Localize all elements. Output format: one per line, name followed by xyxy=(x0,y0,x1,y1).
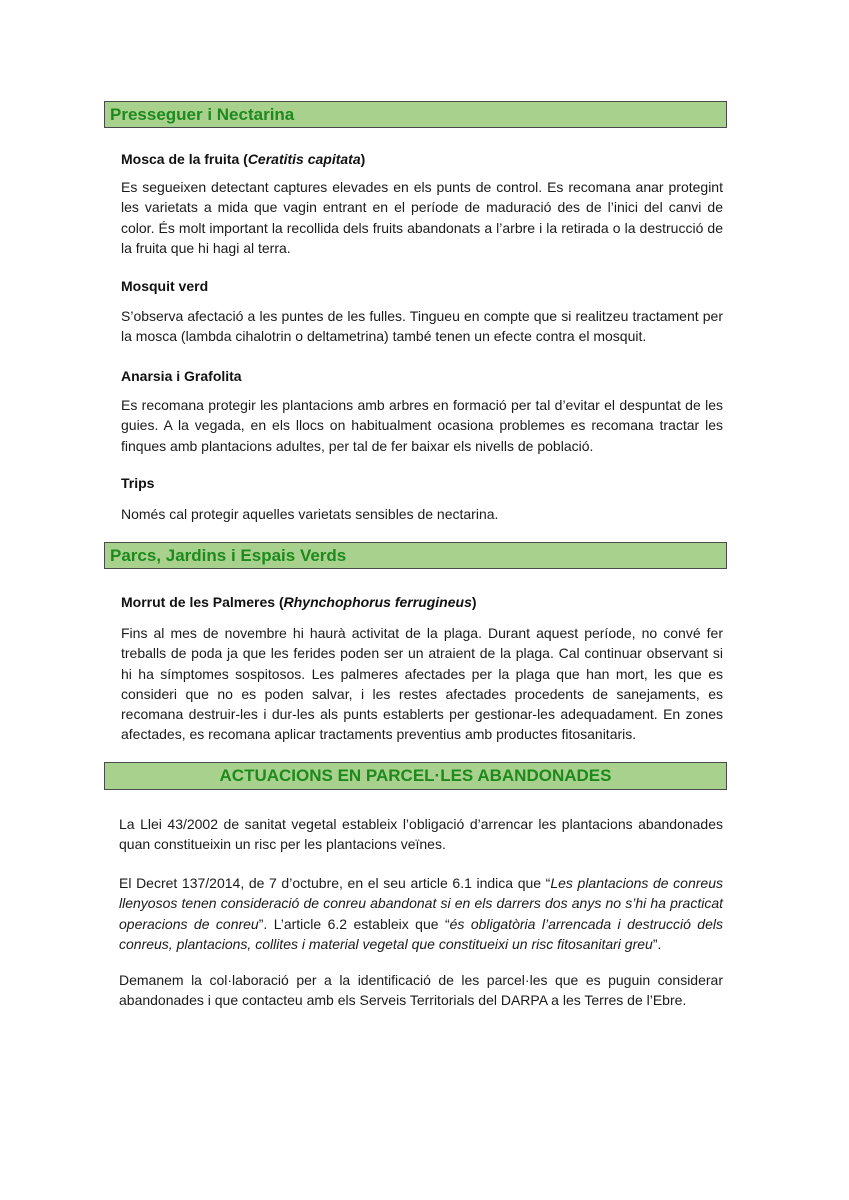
paragraph-mosquit-verd: S’observa afectació a les puntes de les fulles. Tingueu en compte que si realitzeu tractament per la mosca (lambda cihalotrin o deltametrina) també tenen un efecte contra el mosquit. xyxy=(121,308,723,345)
paragraph-morrut-palmeres: Fins al mes de novembre hi haurà activitat de la plaga. Durant aquest període, no convé fer treballs de poda ja que les ferides poden ser un atraient de la plaga. Cal continuar observant si hi ha símptomes sospitosos. Les palmeres afectades per la plaga que han mort, les que es consideri que no es poden salvar, i les restes afectades procedents de sanejaments, es recomana destruir-les i dur-les als punts establerts per gestionar-les adequadament. En zones afectades, es recomana aplicar tractaments preventius amb productes fitosanitaris. xyxy=(121,625,723,743)
subheading-text: Morrut de les Palmeres ( xyxy=(121,594,284,610)
decret-text-3: ”. xyxy=(652,935,662,952)
section-title: Parcs, Jardins i Espais Verds xyxy=(110,545,347,565)
decret-text-1: El Decret 137/2014, de 7 d’octubre, en el seu article 6.1 indica que “ xyxy=(119,875,551,891)
subheading-morrut-palmeres xyxy=(121,592,726,612)
section-title: ACTUACIONS EN PARCEL·LES ABANDONADES xyxy=(219,766,612,785)
subheading-scientific-name: Rhynchophorus ferrugineus xyxy=(283,594,472,610)
subheading-scientific-name: Ceratitis capitata xyxy=(247,151,361,167)
subheading-mosca-fruita xyxy=(121,149,726,169)
paragraph-mosca-fruita: Es segueixen detectant captures elevades en els punts de control. Es recomana anar protegint les varietats a mida que vagin entrant en el període de maduració des de l’inici del canvi de color. És molt important la recollida dels fruits abandonats a l’arbre i la retirada o la destrucció de la fruita que hi hagi al terra. xyxy=(121,179,723,256)
section-header-parcs-jardins xyxy=(104,542,727,569)
paragraph-decret xyxy=(119,873,723,954)
section-header-actuacions xyxy=(104,762,727,790)
subheading-anarsia-grafolita: Anarsia i Grafolita xyxy=(121,368,242,384)
decret-quote-2: és obligatòria l’arrencada i destrucció dels conreus, plantacions, collites i material vegetal que constitueixi un risc fitosanitari greu xyxy=(119,915,723,952)
subheading-text-end: ) xyxy=(471,594,477,610)
section-header-presseguer xyxy=(104,101,727,128)
decret-text-2: ”. L’article 6.2 estableix que “ xyxy=(258,915,450,932)
subheading-mosquit-verd: Mosquit verd xyxy=(121,278,209,294)
paragraph-anarsia-grafolita: Es recomana protegir les plantacions amb arbres en formació per tal d’evitar el despuntat de les guies. A la vegada, en els llocs on habitualment ocasiona problemes es recomana tractar les finques amb plantacions adultes, per tal de fer baixar els nivells de població. xyxy=(121,397,723,454)
subheading-text-end: ) xyxy=(360,151,366,167)
paragraph-collaboracio: Demanem la col·laboració per a la identificació de les parcel·les que es puguin considerar abandonades i que contacteu amb els Serveis Territorials del DARPA a les Terres de l’Ebre. xyxy=(119,972,723,1009)
section-title: Presseguer i Nectarina xyxy=(110,104,295,124)
paragraph-llei: La Llei 43/2002 de sanitat vegetal estableix l’obligació d’arrencar les plantacions abandonades quan constitueixin un risc per les plantacions veïnes. xyxy=(119,816,723,853)
subheading-trips: Trips xyxy=(121,475,155,491)
decret-quote-1: Les plantacions de conreus llenyosos tenen consideració de conreu abandonat si en els darrers dos anys no s’hi ha practicat operacions de conreu xyxy=(119,875,723,932)
paragraph-trips: Només cal protegir aquelles varietats sensibles de nectarina. xyxy=(121,506,499,522)
subheading-text: Mosca de la fruita ( xyxy=(121,151,248,167)
